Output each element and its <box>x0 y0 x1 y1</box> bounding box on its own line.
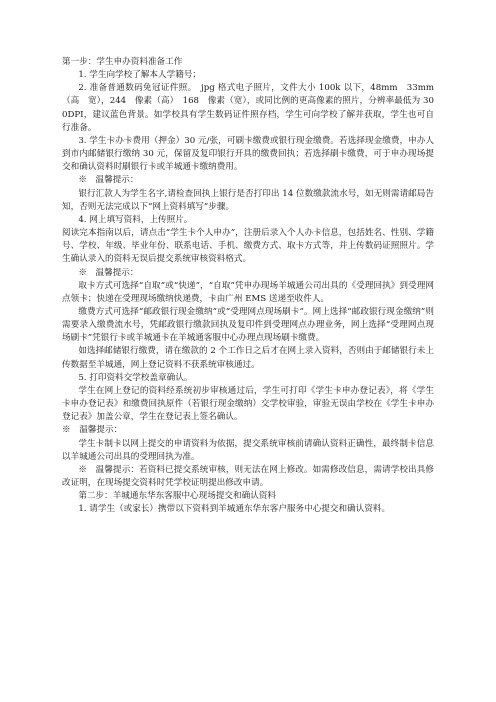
paragraph-print-and-stamp: 学生在网上登记的资料经系统初步审核通过后，学生可打印《学生卡申办登记表》，将《学生卡申办登记表》和缴费回执原件（若银行现金缴纳）交学校审验，审验无误由学校在《学生卡申办登记表》加盖公章，学生在登记表上签名确认。 <box>62 385 434 423</box>
paragraph-modification-tip: ※ 温馨提示：若资料已提交系统审核，则无法在网上修改。如需修改信息，需请学校出具修改证明，在现场提交资料时凭学校证明提出修改申请。 <box>62 464 434 488</box>
paragraph-bring-materials: 1. 请学生（或家长）携带以下资料到羊城通东华东客户服务中心提交和确认资料。 <box>78 504 391 515</box>
document-body <box>62 56 434 516</box>
paragraph-online-form-instructions: 阅读完本指南以后，请点击“学生卡个人申办”，注册后录入个人办卡信息，包括姓名、性别、学籍号、学校、年级、毕业年份、联系电话、手机、缴费方式、取卡方式等，并上传数码证照照片。学生确认录入的资料无误后提交系统审核资料格式。 <box>62 228 434 265</box>
paragraph-payment-method: 缴费方式可选择“邮政银行现金缴纳”或“受理网点现场刷卡”。网上选择“邮政银行现金缴纳”则需要录入缴费流水号，凭邮政银行缴款回执及复印件到受理网点办理业务，网上选择“受理网点现场刷卡”凭银行卡或羊城通卡在羊城通客服中心办理点现场刷卡缴费。 <box>62 306 434 344</box>
paragraph-pickup-method: 取卡方式可选择“自取”或“快递”，“自取”凭申办现场羊城通公司出具的《受理回执》到受理网点领卡；快递在受理现场缴纳快递费，卡由广州 EMS 送递至收件人。 <box>62 280 434 304</box>
step-two-heading: 第二步：羊城通东华东客服中心现场提交和确认资料 <box>78 491 276 502</box>
paragraph-student-registration-number: 1. 学生向学校了解本人学籍号； <box>78 70 201 81</box>
tip-label: ※ 温馨提示： <box>78 267 139 278</box>
paragraph-photo-requirements: 2. 准备普通数码免冠证件照。 jpg 格式电子照片，文件大小 100k 以下，48mm 33mm（高 宽），244 像素（高） 168 像素（宽），或同比例的更高像素的照片，分辨率最低为 300DPI，建议蓝色背景。如学校具有学生数码证件照存档，学生可向学校了解并获取，学生也可自行准备。 <box>62 83 434 133</box>
paragraph-postal-bank-timing: 如选择邮储银行缴费，请在缴款的 2 个工作日之后才在网上录入资料，否则由于邮储银行未上传数据至羊城通，网上登记资料不获系统审核通过。 <box>62 346 434 370</box>
paragraph-data-accuracy-tip: 学生卡制卡以网上提交的申请资料为依据，提交系统审核前请确认资料正确性，最终制卡信息以羊城通公司出具的受理回执为准。 <box>62 438 434 462</box>
step-one-heading: 第一步：学生申办资料准备工作 <box>62 57 183 67</box>
paragraph-online-form-heading: 4. 网上填写资料，上传照片。 <box>78 214 193 225</box>
paragraph-print-and-stamp-heading: 5. 打印资料交学校盖章确认。 <box>78 372 193 383</box>
paragraph-card-fee: 3. 学生卡办卡费用（押金）30 元/张，可刷卡缴费或银行现金缴费。若选择现金缴费，申办人到市内邮储银行缴纳 30 元，保留及复印银行开具的缴费回执；若选择刷卡缴费，可于申办现场提交和确认资料时刷银行卡或羊城通卡缴纳费用。 <box>62 135 434 173</box>
tip-label: ※ 温馨提示： <box>78 175 139 186</box>
tip-label: ※ 温馨提示： <box>62 425 123 436</box>
paragraph-bank-receipt-tip: 银行汇款人为学生名字,请检查回执上银行是否打印出 14 位数缴款流水号，如无则需请邮局告知，否则无法完成以下“网上资料填写”步骤。 <box>62 188 434 212</box>
